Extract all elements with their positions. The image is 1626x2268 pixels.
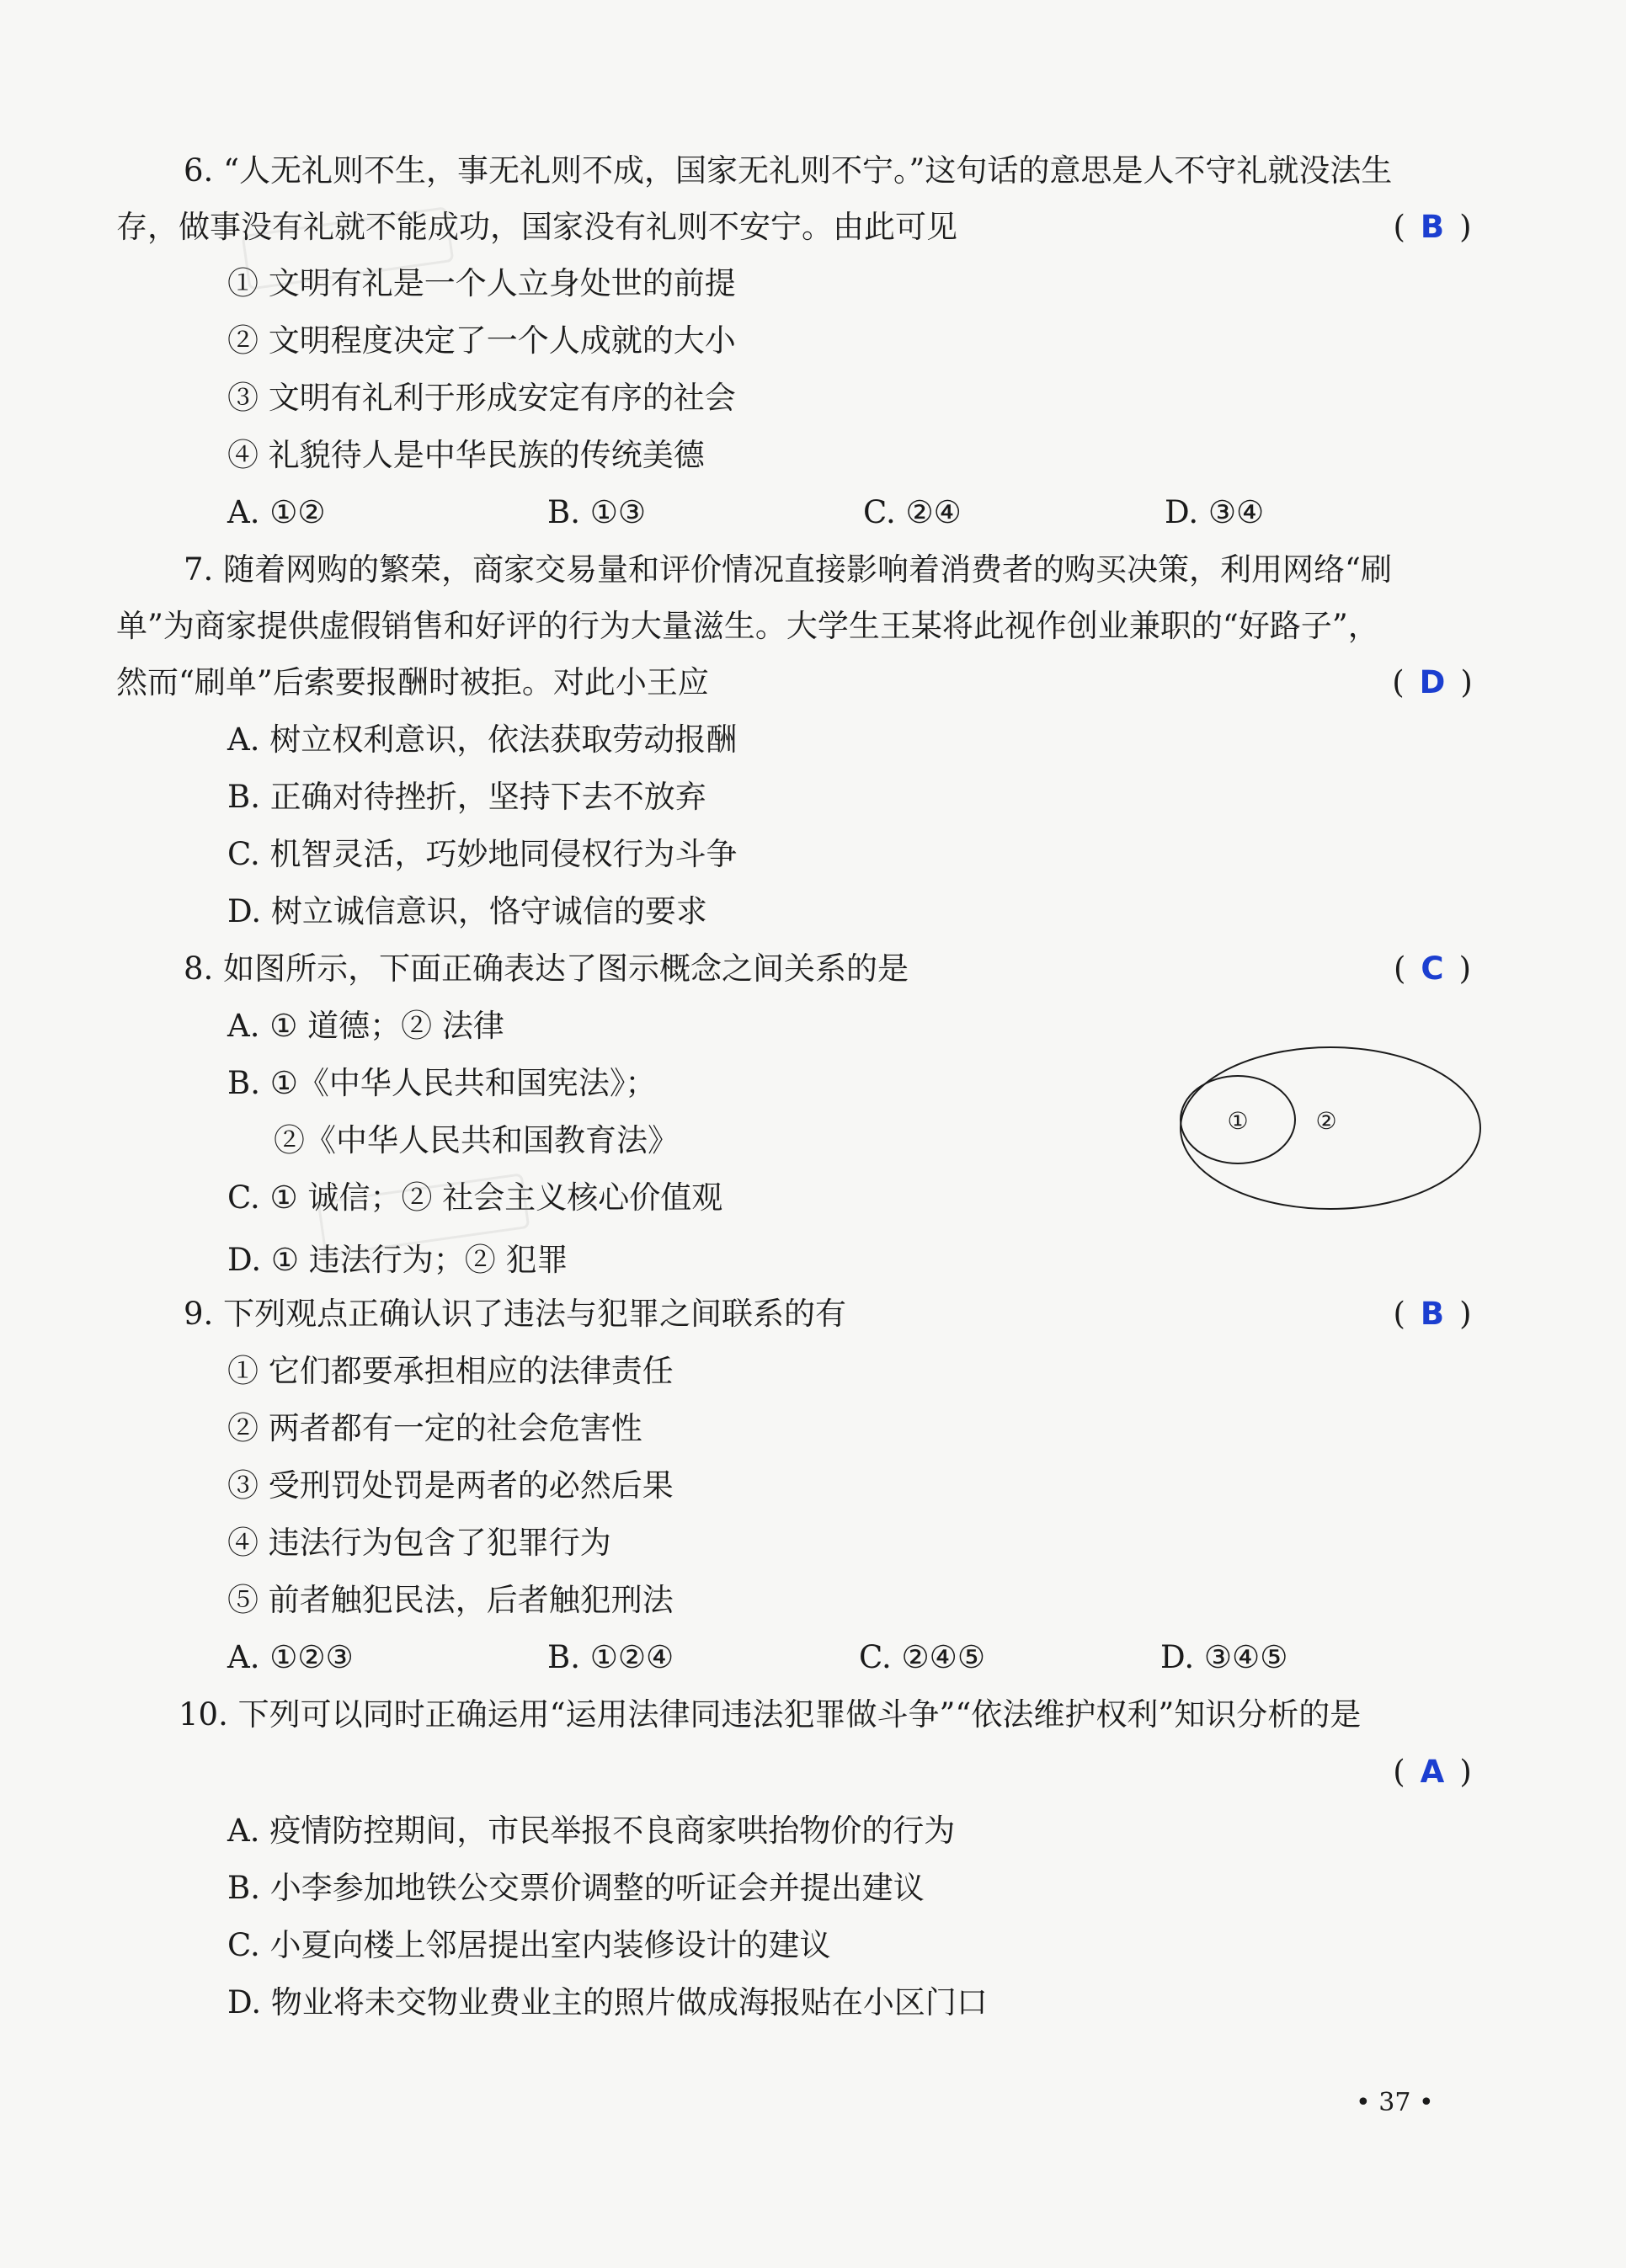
q6-answer: ( B ) [1393, 209, 1472, 245]
q7-line-3: 然而“刷单”后索要报酬时被拒。对此小王应 [116, 664, 709, 700]
q7-line-2: 单”为商家提供虚假销售和好评的行为大量滋生。大学生王某将此视作创业兼职的“好路子”， [116, 608, 1379, 644]
q6-statement-1: ① 文明有礼是一个人立身处世的前提 [227, 265, 736, 301]
inner-label: ① [1227, 1107, 1249, 1135]
q8-option-d: D. ① 违法行为；② 犯罪 [227, 1242, 568, 1278]
page-number: • 37 • [1356, 2088, 1434, 2117]
q10-answer-letter: A [1420, 1754, 1445, 1790]
q9-line-1: 9. 下列观点正确认识了违法与犯罪之间联系的有 [184, 1296, 847, 1332]
q8-option-a: A. ① 道德；② 法律 [227, 1008, 504, 1044]
q7-answer-letter: D [1419, 664, 1446, 700]
q6-statement-2: ② 文明程度决定了一个人成就的大小 [227, 322, 736, 359]
q7-line-1: 7. 随着网购的繁荣，商家交易量和评价情况直接影响着消费者的购买决策，利用网络“刷 [184, 551, 1392, 588]
q7-answer: ( D ) [1392, 664, 1473, 700]
q8-option-b-cont: ②《中华人民共和国教育法》 [274, 1122, 679, 1158]
q7-option-b: B. 正确对待挫折，坚持下去不放弃 [227, 779, 706, 815]
q7-option-d: D. 树立诚信意识，恪守诚信的要求 [227, 893, 707, 929]
q9-statement-3: ③ 受刑罚处罚是两者的必然后果 [227, 1467, 674, 1504]
q8-line-1: 8. 如图所示，下面正确表达了图示概念之间关系的是 [184, 950, 909, 987]
venn-diagram [1170, 1036, 1490, 1221]
q9-choice-d: D. ③④⑤ [1160, 1639, 1288, 1675]
q10-line-1: 10. 下列可以同时正确运用“运用法律同违法犯罪做斗争”“依法维护权利”知识分析的是 [179, 1696, 1362, 1733]
q6-choice-b: B. ①③ [547, 494, 647, 530]
q10-option-b: B. 小李参加地铁公交票价调整的听证会并提出建议 [227, 1870, 925, 1906]
q9-statement-2: ② 两者都有一定的社会危害性 [227, 1410, 642, 1446]
q6-line-1: 6. “人无礼则不生，事无礼则不成，国家无礼则不宁。”这句话的意思是人不守礼就没法生 [184, 152, 1393, 189]
q6-choice-d: D. ③④ [1165, 494, 1265, 530]
q8-option-b: B. ①《中华人民共和国宪法》； [227, 1065, 657, 1101]
q6-choice-a: A. ①② [227, 494, 326, 530]
q6-line-2: 存，做事没有礼就不能成功，国家没有礼则不安宁。由此可见 [116, 209, 957, 245]
q9-answer: ( B ) [1393, 1296, 1472, 1332]
q7-option-c: C. 机智灵活，巧妙地同侵权行为斗争 [227, 836, 738, 872]
q8-answer: ( C ) [1393, 950, 1472, 987]
q9-statement-5: ⑤ 前者触犯民法，后者触犯刑法 [227, 1582, 674, 1618]
q6-statement-4: ④ 礼貌待人是中华民族的传统美德 [227, 437, 705, 473]
outer-label: ② [1315, 1107, 1337, 1135]
q9-answer-letter: B [1420, 1296, 1445, 1332]
q6-answer-letter: B [1420, 209, 1445, 245]
q6-statement-3: ③ 文明有礼利于形成安定有序的社会 [227, 380, 736, 416]
q9-choice-b: B. ①②④ [547, 1639, 674, 1675]
q8-option-c: C. ① 诚信；② 社会主义核心价值观 [227, 1179, 723, 1216]
q10-option-c: C. 小夏向楼上邻居提出室内装修设计的建议 [227, 1927, 831, 1963]
q10-answer: ( A ) [1393, 1754, 1472, 1790]
q9-statement-1: ① 它们都要承担相应的法律责任 [227, 1353, 674, 1389]
q9-choice-a: A. ①②③ [227, 1639, 354, 1675]
q9-statement-4: ④ 违法行为包含了犯罪行为 [227, 1525, 611, 1561]
q9-choice-c: C. ②④⑤ [859, 1639, 986, 1675]
q10-option-d: D. 物业将未交物业费业主的照片做成海报贴在小区门口 [227, 1984, 988, 2020]
q8-answer-letter: C [1421, 950, 1444, 987]
q10-option-a: A. 疫情防控期间，市民举报不良商家哄抬物价的行为 [227, 1813, 956, 1849]
q6-choice-c: C. ②④ [863, 494, 962, 530]
q7-option-a: A. 树立权利意识，依法获取劳动报酬 [227, 721, 738, 758]
